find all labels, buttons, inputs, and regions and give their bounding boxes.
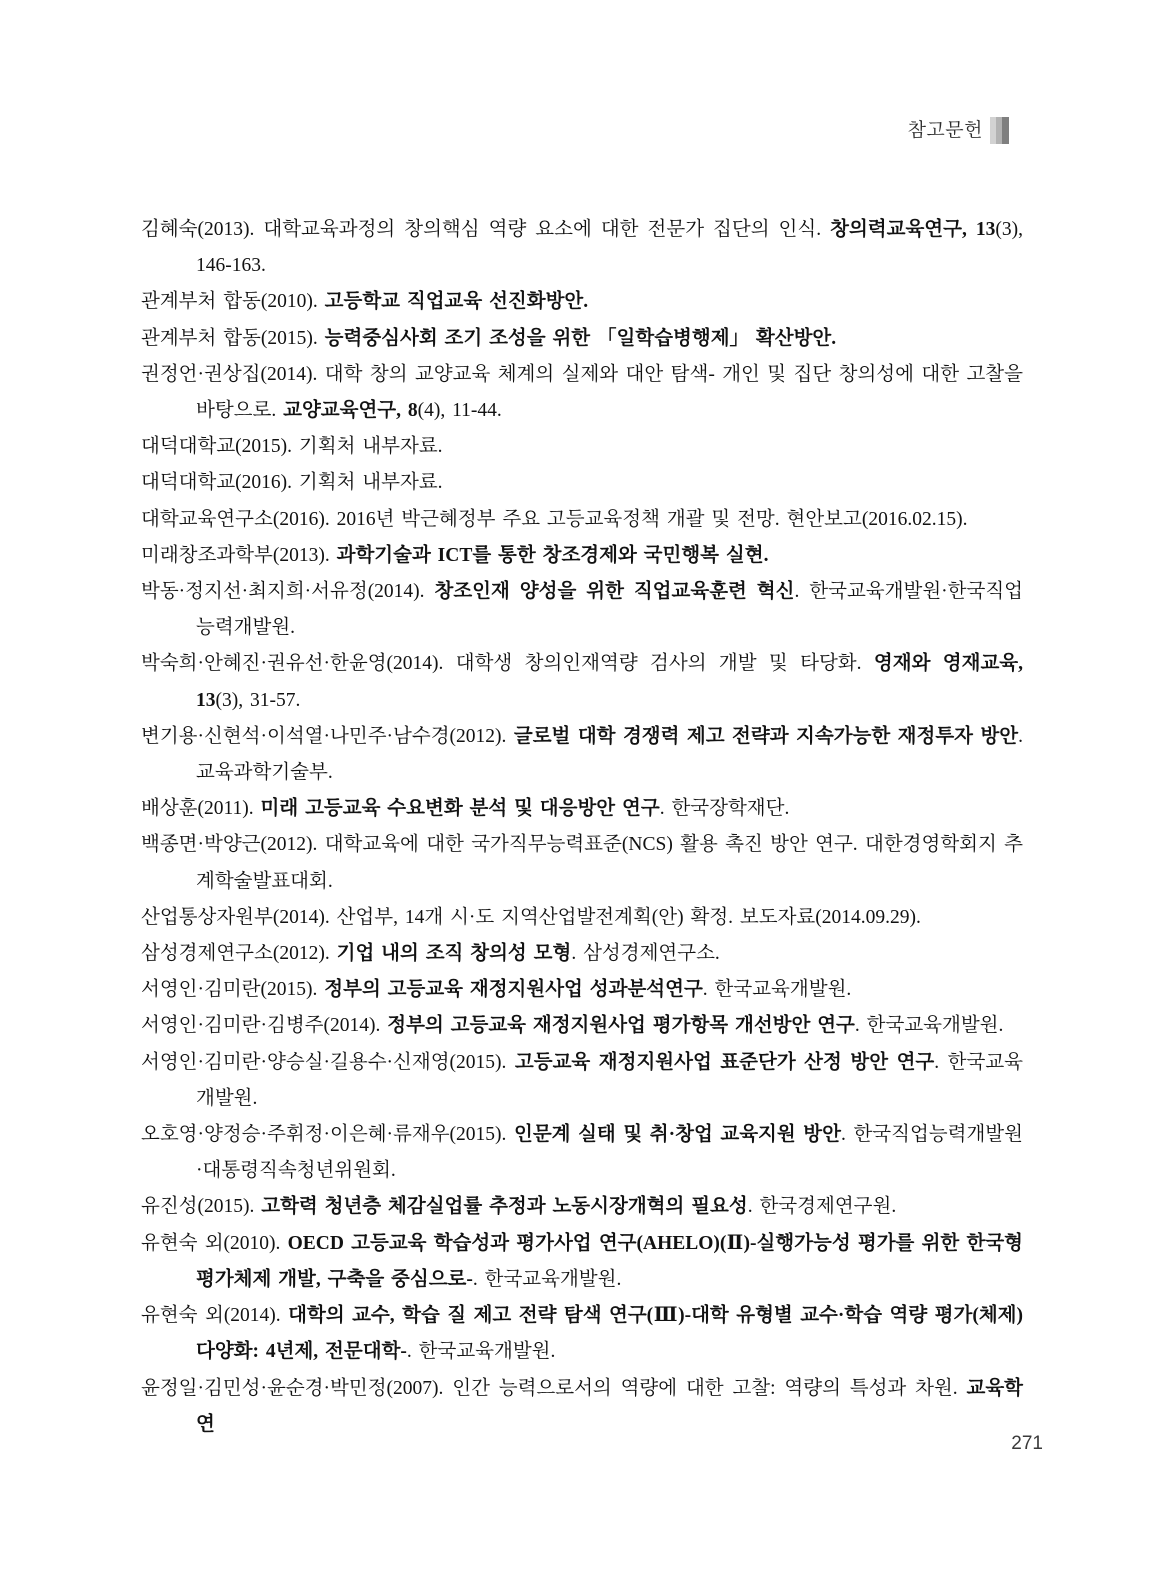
reference-entry <box>141 284 1023 320</box>
reference-text: (3), 146-163. <box>196 219 1023 277</box>
reference-title-text: OECD 고등교육 학습성과 평가사업 연구(AHELO)(Ⅱ)-실행가능성 평가를 위한 한국형 평가체제 개발, 구축을 중심으로- <box>196 1232 1023 1290</box>
reference-text: 백종면·박양근(2012). 대학교육에 대한 국가직무능력표준(NCS) 활용 촉진 방안 연구. 대한경영학회지 추계학술발표대회. <box>141 834 1023 892</box>
reference-text: 산업통상자원부(2014). 산업부, 14개 시·도 지역산업발전계획(안) 확정. 보도자료(2014.09.29). <box>141 906 921 928</box>
reference-entry <box>141 1117 1023 1189</box>
reference-entry <box>141 429 1023 465</box>
reference-text: 변기용·신현석·이석열·나민주·남수경(2012). <box>141 725 514 747</box>
reference-entry <box>141 936 1023 972</box>
reference-text: . 한국교육개발원. <box>196 1051 1023 1109</box>
reference-text: 오호영·양정승·주휘정·이은혜·류재우(2015). <box>141 1124 514 1146</box>
reference-text: 대덕대학교(2015). 기획처 내부자료. <box>141 436 443 458</box>
reference-title-text: 영재와 영재교육, 13 <box>196 653 1023 711</box>
reference-text: . 교육과학기술부. <box>196 725 1023 784</box>
reference-entry <box>141 827 1023 899</box>
reference-text: 윤정일·김민성·윤순경·박민정(2007). 인간 능력으로서의 역량에 대한 고찰: 역량의 특성과 차원. <box>141 1377 967 1399</box>
reference-entry <box>141 791 1023 827</box>
reference-title-text: 창조인재 양성을 위한 직업교육훈련 혁신 <box>434 581 795 603</box>
reference-text: 서영인·김미란(2015). <box>141 979 325 1001</box>
reference-text: 박동·정지선·최지희·서유정(2014). <box>141 581 435 603</box>
reference-text: . 한국직업능력개발원·대통령직속청년위원회. <box>196 1124 1023 1182</box>
reference-entry <box>141 465 1023 501</box>
reference-entry <box>141 321 1023 357</box>
section-marker-bars-icon <box>990 117 1009 144</box>
reference-entry <box>141 502 1023 538</box>
reference-entry <box>141 1298 1023 1370</box>
reference-entry <box>141 900 1023 936</box>
reference-title-text: 고등학교 직업교육 선진화방안. <box>324 291 589 313</box>
reference-title-text: 과학기술과 ICT를 통한 창조경제와 국민행복 실현. <box>336 544 769 566</box>
reference-text: 유진성(2015). <box>141 1196 262 1218</box>
reference-text: 유현숙 외(2010). <box>141 1232 288 1254</box>
reference-text: . 한국교육개발원·한국직업능력개발원. <box>196 581 1023 639</box>
reference-entry <box>141 574 1023 646</box>
reference-text: . 한국경제연구원. <box>747 1196 897 1218</box>
page-header <box>0 117 1009 144</box>
reference-title-text: 미래 고등교육 수요변화 분석 및 대응방안 연구 <box>260 798 660 820</box>
reference-title-text: 능력중심사회 조기 조성을 위한 「일학습병행제」 확산방안. <box>324 327 837 349</box>
reference-title-text: 기업 내의 조직 창의성 모형 <box>336 943 572 965</box>
reference-text: 서영인·김미란·양승실·길용수·신재영(2015). <box>141 1051 515 1073</box>
section-title: 참고문헌 <box>907 120 983 141</box>
reference-text: (4), 11-44. <box>417 400 502 422</box>
reference-entry <box>141 972 1023 1008</box>
marker-bar-dark <box>1002 117 1009 144</box>
reference-text: . 한국교육개발원. <box>854 1015 1004 1037</box>
reference-entry <box>141 1226 1023 1298</box>
reference-entry <box>141 1045 1023 1117</box>
reference-text: . 한국교육개발원. <box>406 1341 556 1363</box>
reference-entry <box>141 1008 1023 1044</box>
page-number: 271 <box>1011 1433 1043 1454</box>
reference-title-text: 교양교육연구, 8 <box>283 400 418 422</box>
page-footer <box>1011 1433 1043 1455</box>
reference-title-text: 대학의 교수, 학습 질 제고 전략 탐색 연구(Ⅲ)-대학 유형별 교수·학습 역량 평가(체제) 다양화: 4년제, 전문대학- <box>196 1305 1024 1363</box>
reference-entry <box>141 357 1023 429</box>
reference-text: 박숙희·안혜진·권유선·한윤영(2014). 대학생 창의인재역량 검사의 개발 및 타당화. <box>141 653 874 675</box>
reference-title-text: 인문계 실태 및 취·창업 교육지원 방안 <box>513 1124 841 1146</box>
reference-text: 미래창조과학부(2013). <box>141 544 337 566</box>
reference-text: 배상훈(2011). <box>141 798 261 820</box>
reference-text: . 한국교육개발원. <box>472 1268 622 1290</box>
reference-text: 김혜숙(2013). 대학교육과정의 창의핵심 역량 요소에 대한 전문가 집단의 인식. <box>141 219 831 240</box>
reference-title-text: 고등교육 재정지원사업 표준단가 산정 방안 연구 <box>514 1051 935 1073</box>
reference-text: . 삼성경제연구소. <box>571 943 720 965</box>
references-list <box>141 212 1023 1443</box>
reference-entry <box>141 719 1023 791</box>
reference-text: 권정언·권상집(2014). 대학 창의 교양교육 체계의 실제와 대안 탐색- 개인 및 집단 창의성에 대한 고찰을 바탕으로. <box>141 363 1023 422</box>
reference-text: 유현숙 외(2014). <box>141 1305 289 1327</box>
reference-entry <box>141 1189 1023 1225</box>
reference-entry <box>141 538 1023 574</box>
reference-text: . 한국장학재단. <box>659 798 790 820</box>
reference-entry <box>141 1371 1023 1443</box>
reference-title-text: 교육학연 <box>196 1377 1023 1435</box>
reference-text: 삼성경제연구소(2012). <box>141 943 337 965</box>
reference-text: (3), 31-57. <box>215 689 301 711</box>
reference-entry <box>141 646 1023 718</box>
reference-text: 관계부처 합동(2015). <box>141 327 325 349</box>
reference-entry <box>141 212 1023 284</box>
reference-title-text: 글로벌 대학 경쟁력 제고 전략과 지속가능한 재정투자 방안 <box>513 725 1019 747</box>
reference-title-text: 정부의 고등교육 재정지원사업 평가항목 개선방안 연구 <box>387 1015 855 1037</box>
reference-text: . 한국교육개발원. <box>702 979 852 1001</box>
reference-text: 서영인·김미란·김병주(2014). <box>141 1015 388 1037</box>
reference-title-text: 정부의 고등교육 재정지원사업 성과분석연구 <box>324 979 703 1001</box>
reference-title-text: 고학력 청년층 체감실업률 추정과 노동시장개혁의 필요성 <box>261 1196 748 1218</box>
reference-text: 대덕대학교(2016). 기획처 내부자료. <box>141 472 443 494</box>
reference-title-text: 창의력교육연구, 13 <box>830 219 996 240</box>
reference-text: 대학교육연구소(2016). 2016년 박근혜정부 주요 고등교육정책 개괄 및 전망. 현안보고(2016.02.15). <box>141 508 968 530</box>
reference-text: 관계부처 합동(2010). <box>141 291 325 313</box>
